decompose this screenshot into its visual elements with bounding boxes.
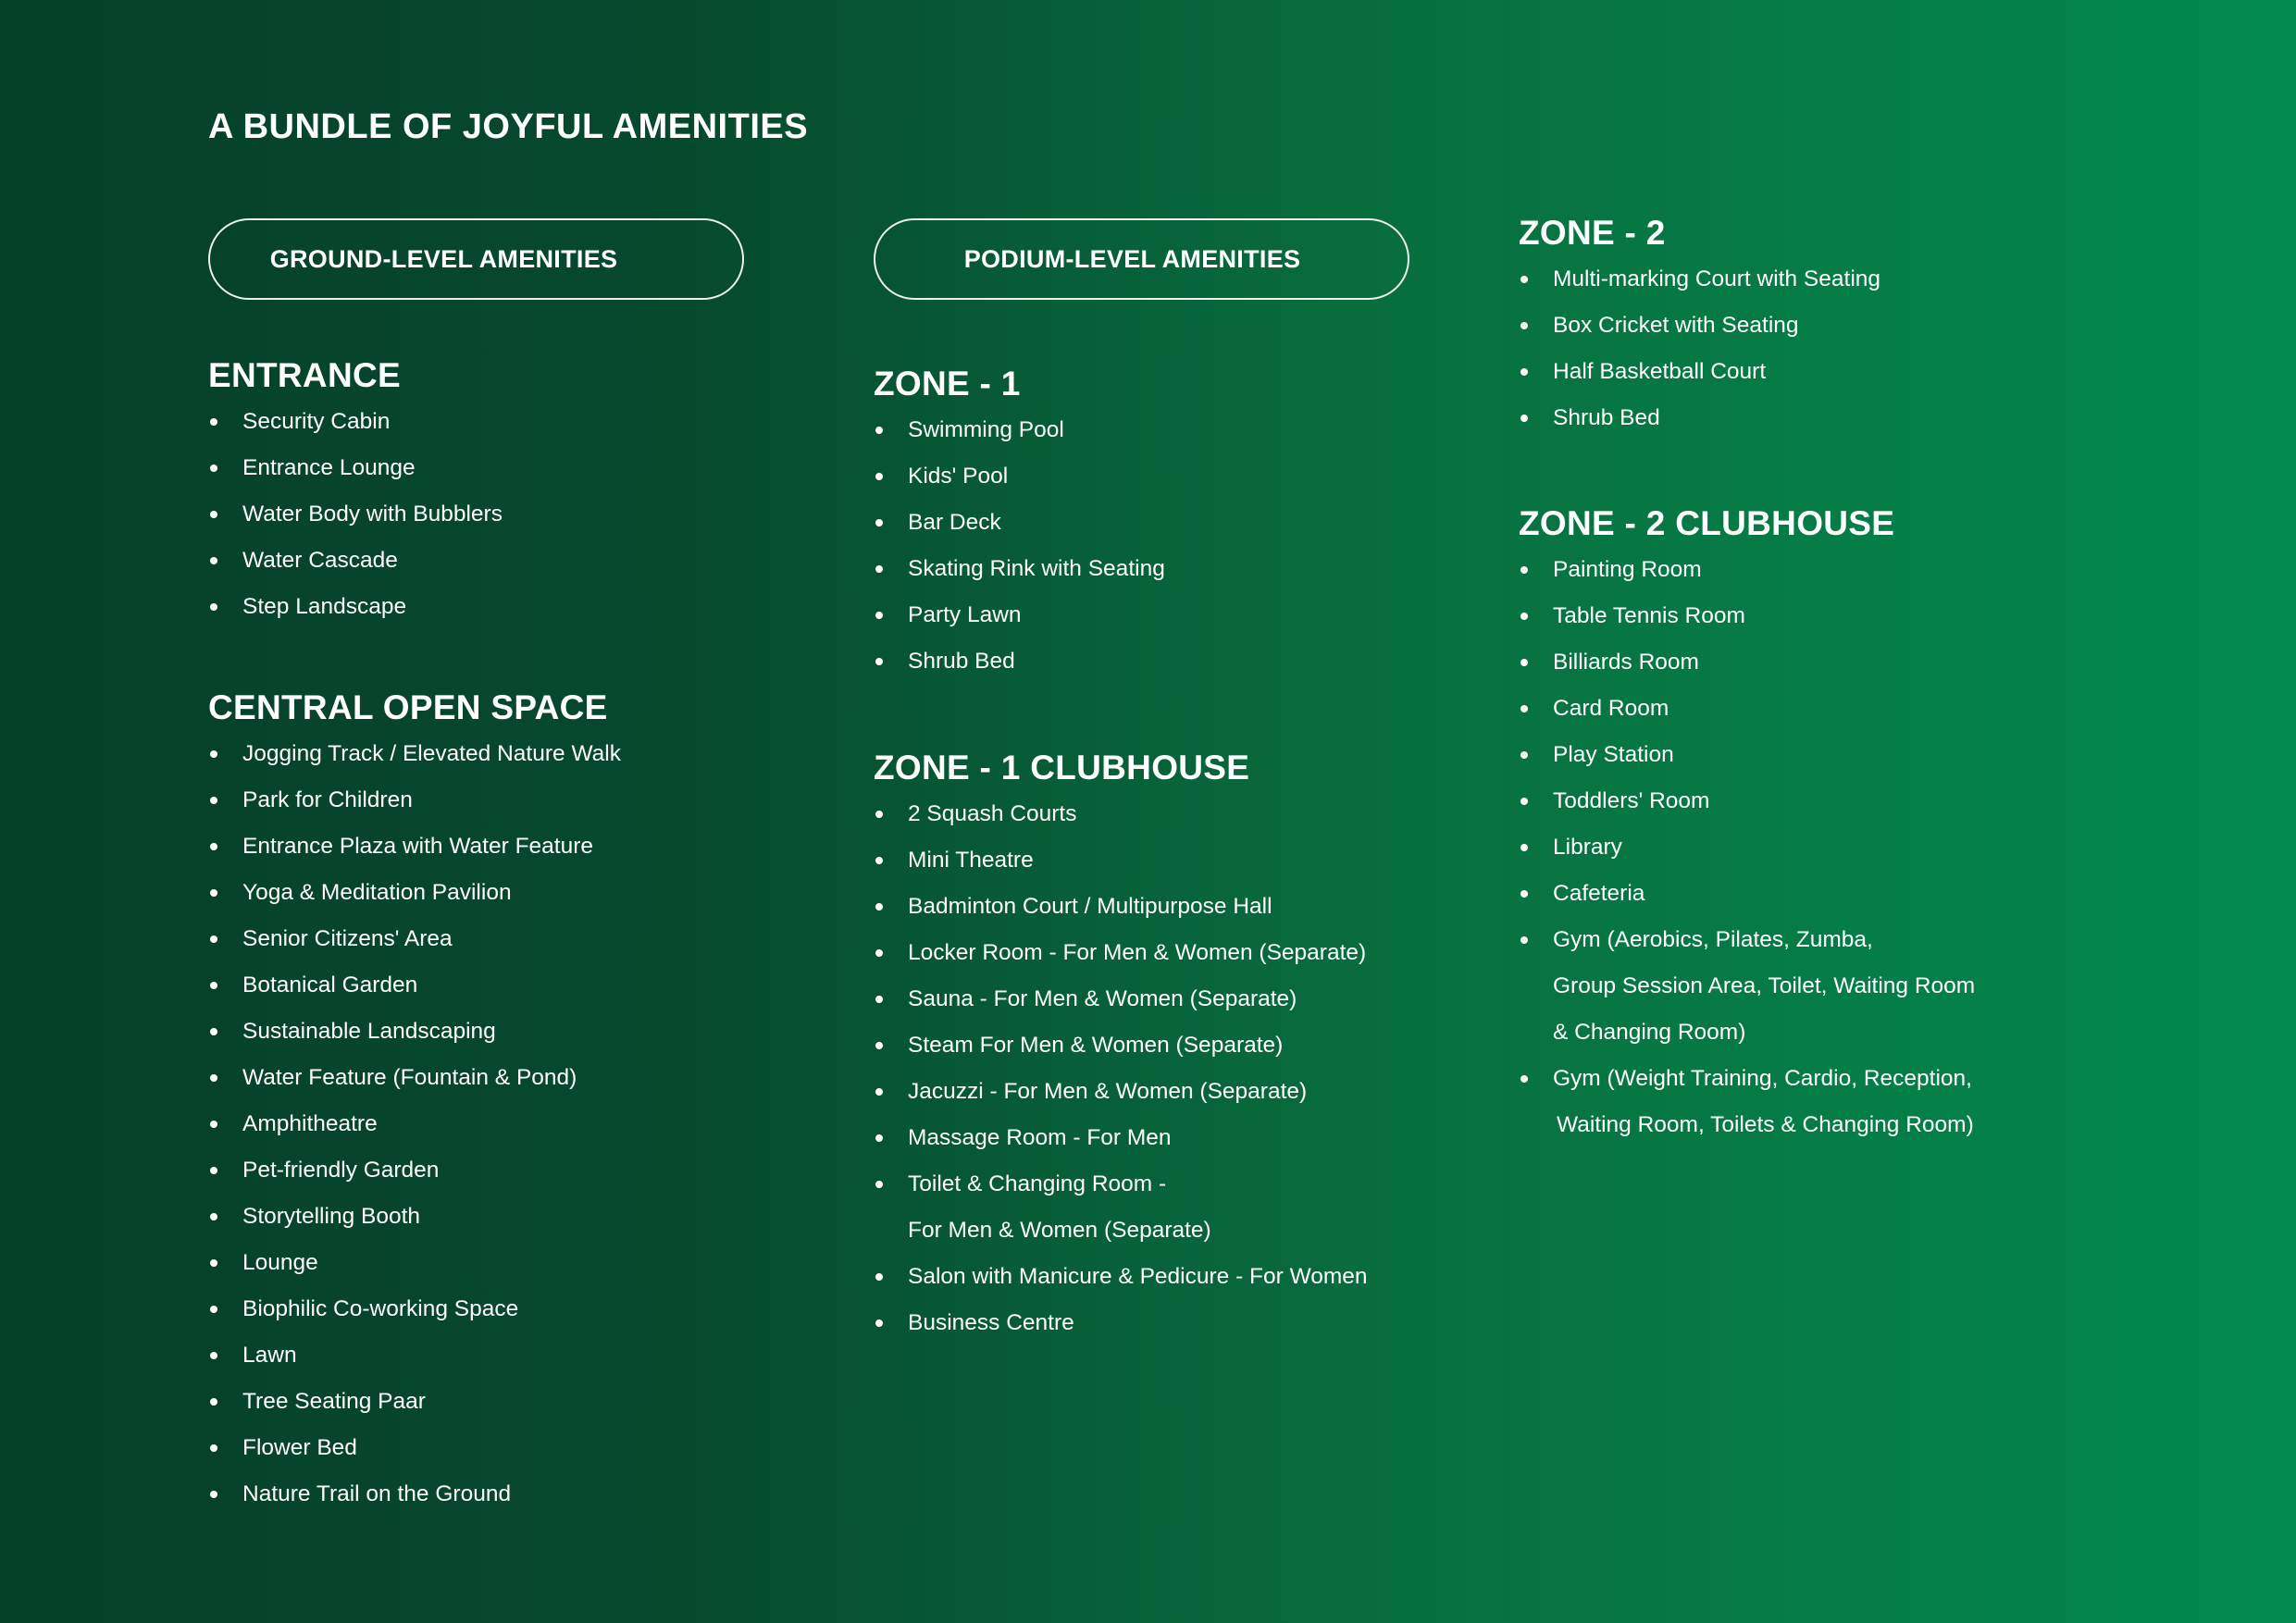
list-item: Mini Theatre <box>874 837 1368 884</box>
list-item: Salon with Manicure & Pedicure - For Women <box>874 1254 1368 1300</box>
list-item: Lawn <box>208 1332 621 1379</box>
zone-2-clubhouse-list <box>1519 547 1975 1148</box>
list-item: Yoga & Meditation Pavilion <box>208 870 621 916</box>
list-item: Skating Rink with Seating <box>874 546 1165 592</box>
list-item: Party Lawn <box>874 592 1165 638</box>
list-item: Entrance Plaza with Water Feature <box>208 824 621 870</box>
list-item: Business Centre <box>874 1300 1368 1346</box>
list-item: Security Cabin <box>208 399 503 445</box>
list-item: Table Tennis Room <box>1519 593 1975 639</box>
list-item: Steam For Men & Women (Separate) <box>874 1022 1368 1069</box>
list-item: Library <box>1519 824 1975 871</box>
list-item: Jogging Track / Elevated Nature Walk <box>208 731 621 777</box>
ground-level-amenities-label: GROUND-LEVEL AMENITIES <box>208 218 744 300</box>
list-item: Shrub Bed <box>1519 395 1880 441</box>
list-item: Locker Room - For Men & Women (Separate) <box>874 930 1368 976</box>
list-item: Jacuzzi - For Men & Women (Separate) <box>874 1069 1368 1115</box>
list-item: Amphitheatre <box>208 1101 621 1147</box>
list-item: Shrub Bed <box>874 638 1165 685</box>
zone-1-clubhouse-list <box>874 791 1368 1346</box>
list-item: Flower Bed <box>208 1425 621 1471</box>
entrance-section <box>208 353 503 630</box>
page-title: A BUNDLE OF JOYFUL AMENITIES <box>208 107 809 146</box>
list-item: Sauna - For Men & Women (Separate) <box>874 976 1368 1022</box>
list-item-line: Gym (Weight Training, Cardio, Reception, <box>1553 1066 1972 1091</box>
list-item: Water Cascade <box>208 538 503 584</box>
list-item: Lounge <box>208 1240 621 1286</box>
list-item: Badminton Court / Multipurpose Hall <box>874 884 1368 930</box>
zone-1-list <box>874 407 1165 685</box>
list-item: Painting Room <box>1519 547 1975 593</box>
list-item: Half Basketball Court <box>1519 349 1880 395</box>
list-item: Box Cricket with Seating <box>1519 303 1880 349</box>
list-item: Pet-friendly Garden <box>208 1147 621 1194</box>
section-heading: ZONE - 2 CLUBHOUSE <box>1519 504 1895 542</box>
zone-2-clubhouse-section <box>1519 501 1975 1148</box>
list-item: Senior Citizens' Area <box>208 916 621 962</box>
list-item: 2 Squash Courts <box>874 791 1368 837</box>
section-heading: ZONE - 1 <box>874 365 1021 403</box>
list-item <box>874 1161 1368 1254</box>
list-item: Massage Room - For Men <box>874 1115 1368 1161</box>
list-item-line: Gym (Aerobics, Pilates, Zumba, <box>1553 927 1873 952</box>
zone-2-section <box>1519 210 1880 441</box>
list-item: Botanical Garden <box>208 962 621 1009</box>
list-item: Sustainable Landscaping <box>208 1009 621 1055</box>
section-heading: CENTRAL OPEN SPACE <box>208 688 608 726</box>
list-item: Play Station <box>1519 732 1975 778</box>
list-item-line: & Changing Room) <box>1553 1020 1746 1045</box>
central-open-space-section <box>208 685 621 1518</box>
list-item: Billiards Room <box>1519 639 1975 686</box>
list-item: Water Body with Bubblers <box>208 491 503 538</box>
list-item <box>1519 1056 1975 1148</box>
entrance-list <box>208 399 503 630</box>
list-item: Nature Trail on the Ground <box>208 1471 621 1518</box>
list-item: Swimming Pool <box>874 407 1165 453</box>
list-item <box>1519 917 1975 1056</box>
list-item: Tree Seating Paar <box>208 1379 621 1425</box>
section-heading: ZONE - 1 CLUBHOUSE <box>874 749 1250 787</box>
list-item-line: For Men & Women (Separate) <box>908 1218 1211 1243</box>
zone-1-clubhouse-section <box>874 745 1368 1346</box>
list-item-line: Waiting Room, Toilets & Changing Room) <box>1557 1112 1974 1137</box>
section-heading: ENTRANCE <box>208 356 401 394</box>
list-item: Park for Children <box>208 777 621 824</box>
list-item: Cafeteria <box>1519 871 1975 917</box>
list-item: Step Landscape <box>208 584 503 630</box>
section-heading: ZONE - 2 <box>1519 214 1666 252</box>
podium-level-amenities-label: PODIUM-LEVEL AMENITIES <box>874 218 1409 300</box>
list-item: Storytelling Booth <box>208 1194 621 1240</box>
list-item: Card Room <box>1519 686 1975 732</box>
list-item: Bar Deck <box>874 500 1165 546</box>
list-item: Multi-marking Court with Seating <box>1519 256 1880 303</box>
list-item: Entrance Lounge <box>208 445 503 491</box>
list-item: Toddlers' Room <box>1519 778 1975 824</box>
list-item: Kids' Pool <box>874 453 1165 500</box>
zone-2-list <box>1519 256 1880 441</box>
list-item-line: Group Session Area, Toilet, Waiting Room <box>1553 973 1976 998</box>
list-item-line: Toilet & Changing Room - <box>908 1171 1167 1196</box>
central-open-space-list <box>208 731 621 1518</box>
zone-1-section <box>874 361 1165 685</box>
list-item: Biophilic Co-working Space <box>208 1286 621 1332</box>
list-item: Water Feature (Fountain & Pond) <box>208 1055 621 1101</box>
